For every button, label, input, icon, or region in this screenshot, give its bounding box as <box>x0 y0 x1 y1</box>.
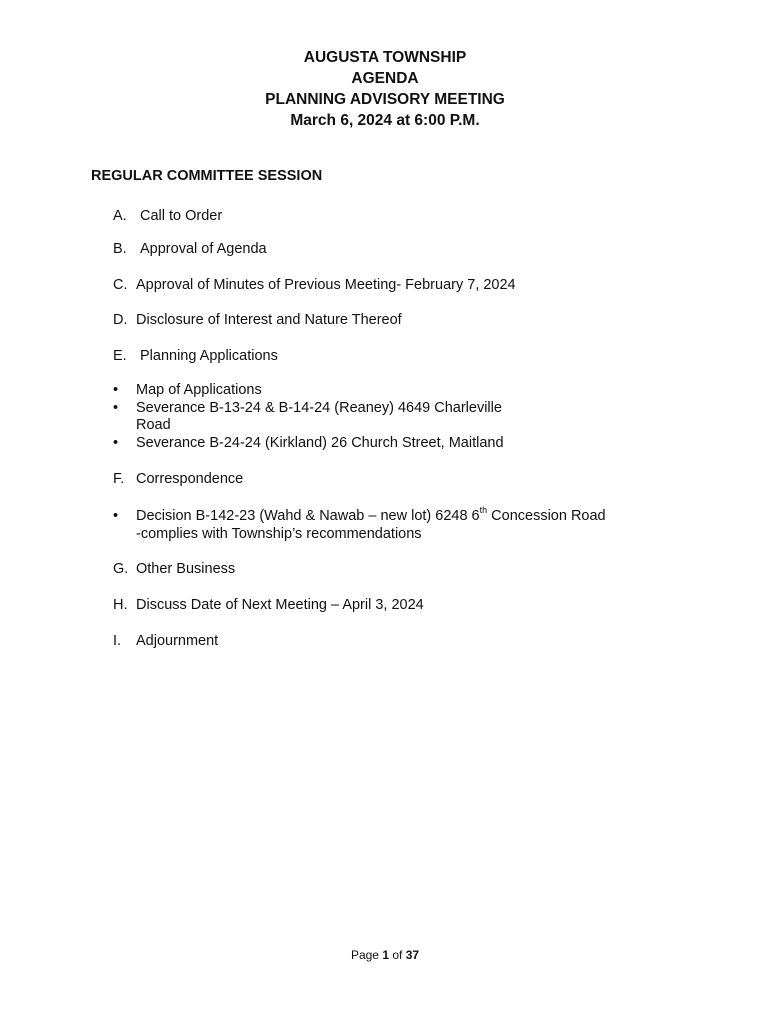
session-title: REGULAR COMMITTEE SESSION <box>91 168 323 184</box>
item-letter: D. <box>113 312 128 328</box>
ordinal-suffix: th <box>479 505 488 516</box>
bullet-text: -complies with Township’s recommendations <box>136 526 422 542</box>
item-text: Other Business <box>136 561 236 577</box>
item-text: Adjournment <box>136 633 219 649</box>
item-text: Approval of Agenda <box>140 241 267 257</box>
meeting-date: March 6, 2024 at 6:00 P.M. <box>290 112 480 129</box>
item-letter: F. <box>113 471 125 487</box>
document-type: AGENDA <box>351 70 419 87</box>
total-page-count: 37 <box>405 948 420 962</box>
item-letter: G. <box>113 561 129 577</box>
bullet-icon: • <box>113 400 119 416</box>
page-of-label: of <box>389 948 406 962</box>
bullet-text-part: Decision B-142-23 (Wahd & Nawab – new lot) 6248 6 <box>136 508 480 524</box>
bullet-text: Road <box>136 417 171 433</box>
item-text: Disclosure of Interest and Nature Thereof <box>136 312 402 328</box>
bullet-text: Severance B-13-24 & B-14-24 (Reaney) 4649 Charleville <box>136 400 502 416</box>
item-letter: C. <box>113 277 128 293</box>
item-letter: H. <box>113 597 128 613</box>
current-page-number: 1 <box>382 948 389 962</box>
bullet-text: Severance B-24-24 (Kirkland) 26 Church Street, Maitland <box>136 435 504 451</box>
item-letter: B. <box>113 241 127 257</box>
item-text: Approval of Minutes of Previous Meeting- February 7, 2024 <box>136 277 516 293</box>
item-text: Discuss Date of Next Meeting – April 3, 2024 <box>136 597 424 613</box>
bullet-text <box>136 507 606 525</box>
agenda-item-a <box>113 207 222 225</box>
item-text: Correspondence <box>136 471 244 487</box>
agenda-item-g <box>113 560 235 578</box>
bullet-text-part: Concession Road <box>487 508 606 524</box>
item-text: Planning Applications <box>140 348 278 364</box>
item-letter: I. <box>113 633 122 649</box>
page-footer <box>0 948 770 962</box>
agenda-item-f <box>113 470 243 488</box>
bullet-icon: • <box>113 435 119 451</box>
agenda-item-e <box>113 347 278 365</box>
document-header <box>0 47 770 131</box>
item-text: Call to Order <box>140 208 223 224</box>
agenda-item-i <box>113 632 218 650</box>
agenda-item-d <box>113 311 402 329</box>
agenda-item-h <box>113 596 424 614</box>
agenda-item-c <box>113 276 516 294</box>
bullet-text: Map of Applications <box>136 382 262 398</box>
item-letter: A. <box>113 208 127 224</box>
township-name: AUGUSTA TOWNSHIP <box>303 49 467 66</box>
bullet-icon: • <box>113 508 119 524</box>
bullet-icon: • <box>113 382 119 398</box>
agenda-item-b <box>113 240 267 258</box>
item-letter: E. <box>113 348 127 364</box>
meeting-name: PLANNING ADVISORY MEETING <box>265 91 505 108</box>
page-label: Page <box>350 948 383 962</box>
